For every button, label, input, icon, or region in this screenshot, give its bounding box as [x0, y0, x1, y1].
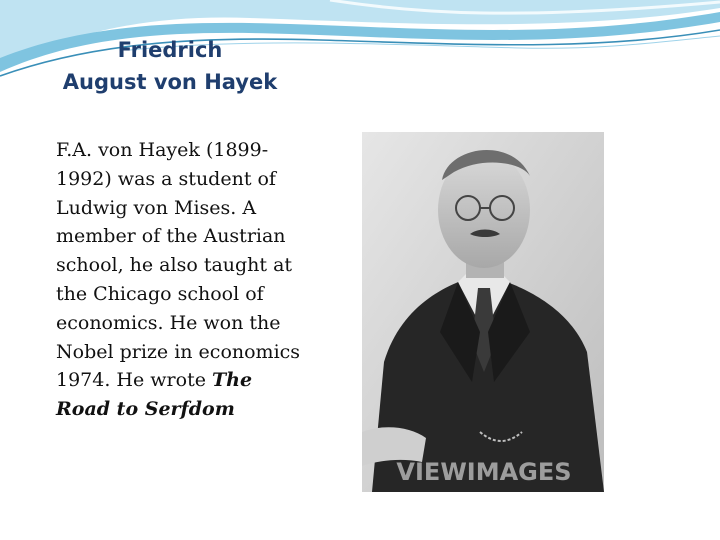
- watermark-text: VIEWIMAGES: [396, 458, 572, 486]
- book-title: The Road to Serfdom: [56, 369, 253, 421]
- slide-title: [40, 34, 300, 98]
- title-line-first-name: Friedrich: [117, 38, 223, 62]
- portrait-illustration: [362, 132, 604, 492]
- body-description: F.A. von Hayek (1899-1992) was a student of Ludwig von Mises. A member of the Austrian school, he also taught at the Chicago school of economics. He won the Nobel prize in economics 1974. He wrote: [56, 139, 301, 392]
- portrait-photo: [362, 132, 604, 492]
- title-line-full-name: August von Hayek: [62, 70, 278, 94]
- body-text: [56, 136, 306, 424]
